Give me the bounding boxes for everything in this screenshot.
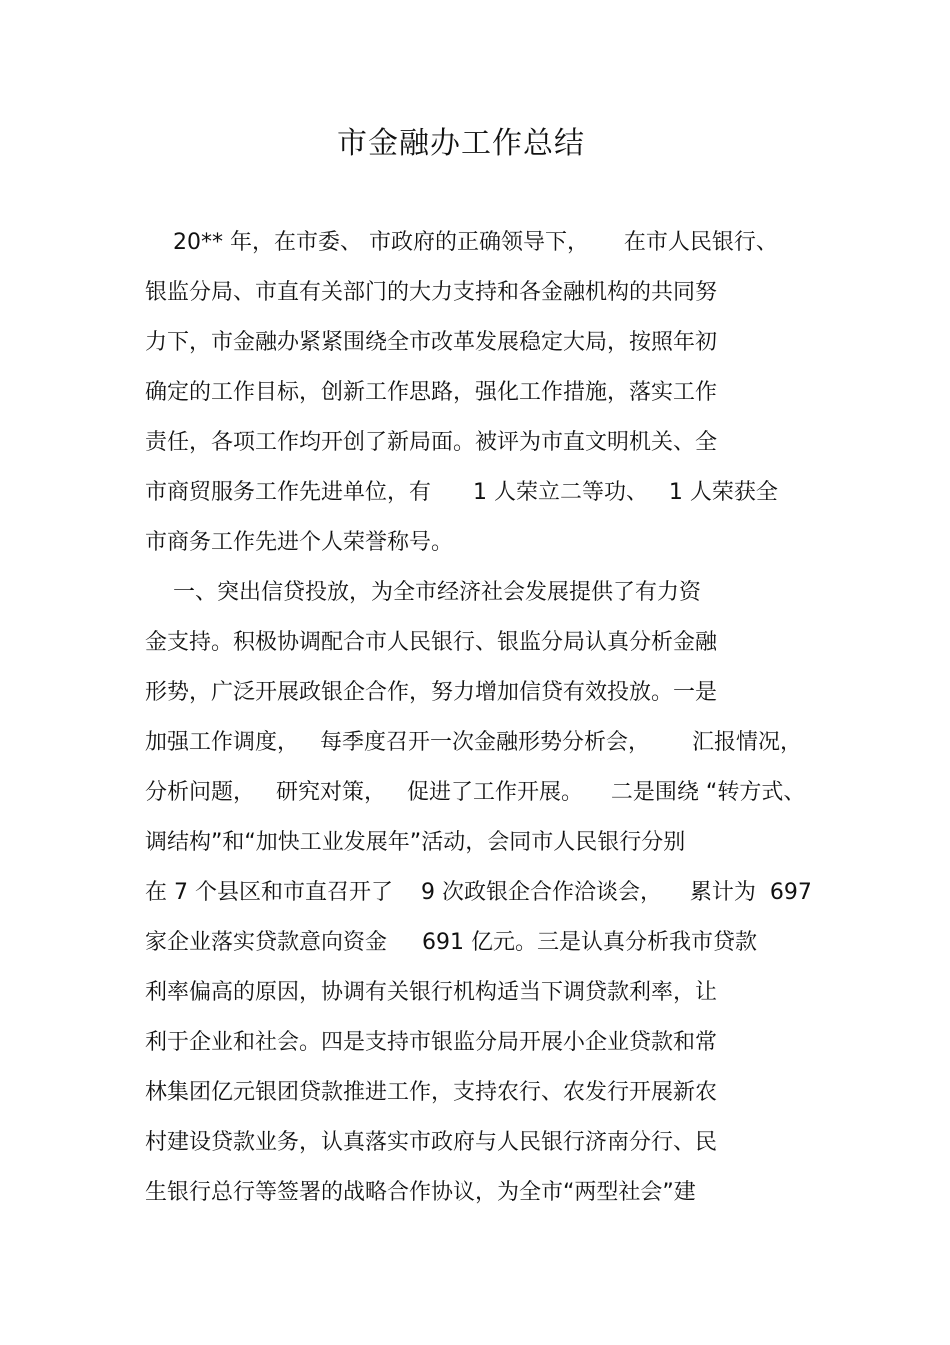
paragraph-line: 村建设贷款业务，认真落实市政府与人民银行济南分行、民 <box>145 1130 718 1155</box>
paragraph-line: 金支持。积极协调配合市人民银行、银监分局认真分析金融 <box>145 630 718 655</box>
paragraph-line: 加强工作调度， 每季度召开一次金融形势分析会， 汇报情况， <box>145 730 802 755</box>
paragraph-line: 一、突出信贷投放，为全市经济社会发展提供了有力资 <box>145 580 701 605</box>
paragraph-line: 形势，广泛开展政银企合作，努力增加信贷有效投放。一是 <box>145 680 718 705</box>
paragraph-line: 利于企业和社会。四是支持市银监分局开展小企业贷款和常 <box>145 1030 718 1055</box>
paragraph-line: 银监分局、市直有关部门的大力支持和各金融机构的共同努 <box>145 280 718 305</box>
paragraph-line: 生银行总行等签署的战略合作协议，为全市“两型社会”建 <box>145 1180 696 1205</box>
paragraph-line: 市商务工作先进个人荣誉称号。 <box>145 530 454 555</box>
paragraph-line: 利率偏高的原因，协调有关银行机构适当下调贷款利率，让 <box>145 980 718 1005</box>
paragraph-line: 市商贸服务工作先进单位，有 1 人荣立二等功、 1 人荣获全 <box>145 480 778 505</box>
paragraph-line: 林集团亿元银团贷款推进工作，支持农行、农发行开展新农 <box>145 1080 718 1105</box>
paragraph-line: 20** 年，在市委、 市政府的正确领导下， 在市人民银行、 <box>145 230 778 255</box>
paragraph-line: 调结构”和“加快工业发展年”活动，会同市人民银行分别 <box>145 830 686 855</box>
paragraph-line: 分析问题， 研究对策， 促进了工作开展。 二是围绕 “转方式、 <box>145 780 806 805</box>
document-title: 市金融办工作总结 <box>337 126 585 161</box>
paragraph-line: 在 7 个县区和市直召开了 9 次政银企合作洽谈会， 累计为 697 <box>145 880 812 905</box>
paragraph-line: 家企业落实贷款意向资金 691 亿元。三是认真分析我市贷款 <box>145 930 757 955</box>
paragraph-line: 责任，各项工作均开创了新局面。被评为市直文明机关、全 <box>145 430 718 455</box>
paragraph-line: 力下，市金融办紧紧围绕全市改革发展稳定大局，按照年初 <box>145 330 718 355</box>
paragraph-line: 确定的工作目标，创新工作思路，强化工作措施，落实工作 <box>145 380 718 405</box>
